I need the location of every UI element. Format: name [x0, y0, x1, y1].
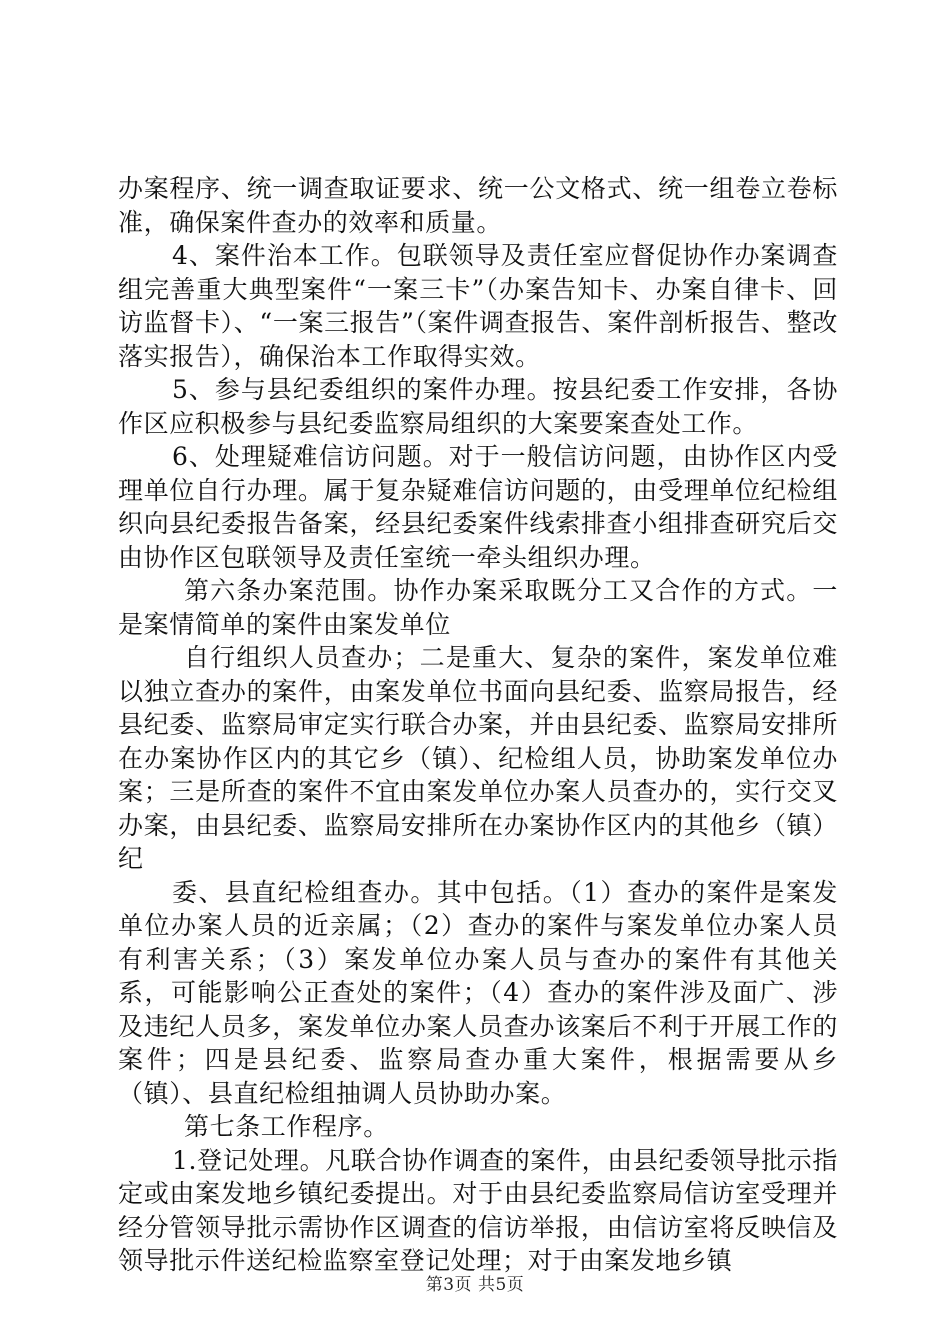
paragraph-1: 办案程序、统一调查取证要求、统一公文格式、统一组卷立卷标准，确保案件查办的效率和质量。	[118, 174, 838, 237]
paragraph-8: 第七条工作程序。	[184, 1112, 389, 1141]
paragraph-4: 6、处理疑难信访问题。对于一般信访问题，由协作区内受理单位自行办理。属于复杂疑难信访问题的，由受理单位纪检组织向县纪委报告备案，经县纪委案件线索排查小组排查研究后交由协作区包联领导及责任室统一牵头组织办理。	[118, 442, 838, 572]
paragraph-2: 4、案件治本工作。包联领导及责任室应督促协作办案调查组完善重大典型案件“一案三卡”（办案告知卡、办案自律卡、回访监督卡）、“一案三报告”（案件调查报告、案件剖析报告、整改落实报告），确保治本工作取得实效。	[118, 241, 838, 371]
paragraph-3: 5、参与县纪委组织的案件办理。按县纪委工作安排，各协作区应积极参与县纪委监察局组织的大案要案查处工作。	[118, 375, 838, 438]
paragraph-9: 1.登记处理。凡联合协作调查的案件，由县纪委领导批示指定或由案发地乡镇纪委提出。对于由县纪委监察局信访室受理并经分管领导批示需协作区调查的信访举报，由信访室将反映信及领导批示件送纪检监察室登记处理；对于由案发地乡镇	[118, 1145, 838, 1275]
paragraph-6: 自行组织人员查办；二是重大、复杂的案件，案发单位难以独立查办的案件，由案发单位书面向县纪委、监察局报告，经县纪委、监察局审定实行联合办案，并由县纪委、监察局安排所在办案协作区内的其它乡（镇）、纪检组人员，协助案发单位办案；三是所查的案件不宜由案发单位办案人员查办的，实行交叉办案，由县纪委、监察局安排所在办案协作区内的其他乡（镇）纪	[118, 643, 838, 873]
paragraph-7: 委、县直纪检组查办。其中包括。（1）查办的案件是案发单位办案人员的近亲属；（2）查办的案件与案发单位办案人员有利害关系；（3）案发单位办案人员与查办的案件有其他关系，可能影响公正查处的案件；（4）查办的案件涉及面广、涉及违纪人员多，案发单位办案人员查办该案后不利于开展工作的案件；四是县纪委、监察局查办重大案件，根据需要从乡（镇）、县直纪检组抽调人员协助办案。	[118, 877, 838, 1108]
paragraph-5: 第六条办案范围。协作办案采取既分工又合作的方式。一是案情简单的案件由案发单位	[118, 576, 838, 639]
page-number-footer: 第3页 共5页	[425, 1275, 525, 1295]
document-body	[118, 172, 838, 1278]
